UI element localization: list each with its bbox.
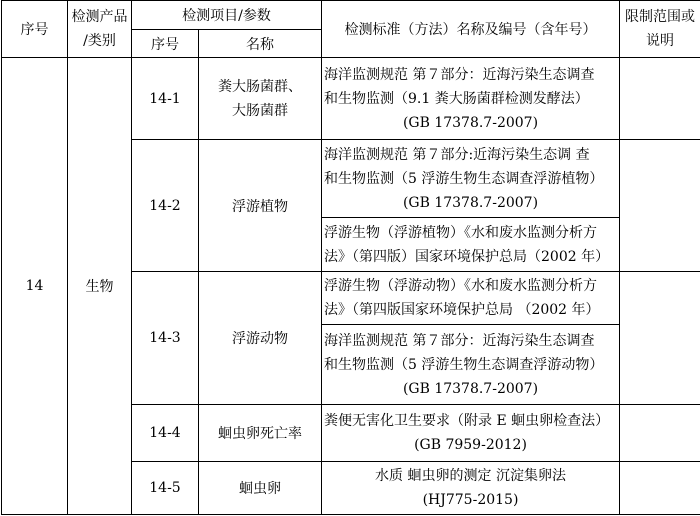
row-name xyxy=(199,58,322,140)
standard-cell xyxy=(322,325,620,405)
table-row xyxy=(2,58,700,140)
header-item-params: 检测项目/参数 xyxy=(132,1,322,30)
row-name-line: 大肠菌群 xyxy=(232,102,288,119)
standard-line: 和生物监测（9.1 粪大肠菌群检测发酵法） xyxy=(324,90,589,107)
header-seq: 序号 xyxy=(2,1,68,58)
detection-table xyxy=(1,0,700,515)
header-limit xyxy=(620,1,700,58)
header-standard: 检测标准（方法）名称及编号（含年号） xyxy=(322,1,620,58)
limit-cell xyxy=(620,462,700,515)
header-limit-line-2: 说明 xyxy=(646,33,674,49)
limit-cell xyxy=(620,58,700,140)
header-limit-line-1: 限制范围或 xyxy=(625,9,695,25)
header-sub-name: 名称 xyxy=(199,30,322,58)
limit-cell xyxy=(620,272,700,405)
header-row-1 xyxy=(2,1,700,30)
row-id: 14-2 xyxy=(132,140,199,272)
standard-line: 法》（第四版国家环境保护总局 （2002 年） xyxy=(324,302,600,318)
header-sub-seq: 序号 xyxy=(132,30,199,58)
standard-cell xyxy=(322,405,620,462)
standard-cell xyxy=(322,140,620,218)
header-product-line-1: 检测产品 xyxy=(71,9,128,25)
standard-line: 浮游生物（浮游动物）《水和废水监测分析方 xyxy=(324,278,597,294)
standard-cell xyxy=(322,218,620,272)
standard-cell xyxy=(322,58,620,140)
row-name: 浮游植物 xyxy=(199,140,322,272)
row-id: 14-1 xyxy=(132,58,199,140)
standard-line: 海洋监测规范 第７部分：近海污染生态调查 xyxy=(324,66,595,83)
limit-cell xyxy=(620,140,700,272)
standard-code: (GB 7959-2012) xyxy=(414,437,527,453)
row-name: 蛔虫卵死亡率 xyxy=(199,405,322,462)
standard-line: 水质 蛔虫卵的测定 沉淀集卵法 xyxy=(375,468,566,484)
standard-code: (HJ775-2015) xyxy=(422,492,519,508)
standard-code: (GB 17378.7-2007) xyxy=(402,194,539,211)
standard-line: 海洋监测规范 第７部分:近海污染生态调 查 xyxy=(324,146,590,163)
standard-line: 海洋监测规范 第７部分：近海污染生态调查 xyxy=(324,332,595,349)
row-id: 14-3 xyxy=(132,272,199,405)
standard-line: 和生物监测（5 浮游生物生态调查浮游动物） xyxy=(324,356,604,373)
row-name-line: 粪大肠菌群、 xyxy=(218,78,302,95)
standard-cell xyxy=(322,272,620,325)
standard-line: 和生物监测（5 浮游生物生态调查浮游植物） xyxy=(324,170,604,187)
standard-code: (GB 17378.7-2007) xyxy=(402,114,539,131)
group-seq: 14 xyxy=(2,58,68,515)
row-name: 浮游动物 xyxy=(199,272,322,405)
standard-line: 法》（第四版）国家环境保护总局（2002 年） xyxy=(324,248,610,265)
standard-line: 粪便无害化卫生要求（附录 E 蛔虫卵检查法） xyxy=(324,413,610,429)
group-category: 生物 xyxy=(68,58,132,515)
row-id: 14-4 xyxy=(132,405,199,462)
standard-line: 浮游生物（浮游植物）《水和废水监测分析方 xyxy=(324,224,597,241)
row-name: 蛔虫卵 xyxy=(199,462,322,515)
standard-cell xyxy=(322,462,620,515)
standard-code: (GB 17378.7-2007) xyxy=(402,380,539,397)
row-id: 14-5 xyxy=(132,462,199,515)
limit-cell xyxy=(620,405,700,462)
header-product xyxy=(68,1,132,58)
header-product-line-2: /类别 xyxy=(83,33,116,49)
